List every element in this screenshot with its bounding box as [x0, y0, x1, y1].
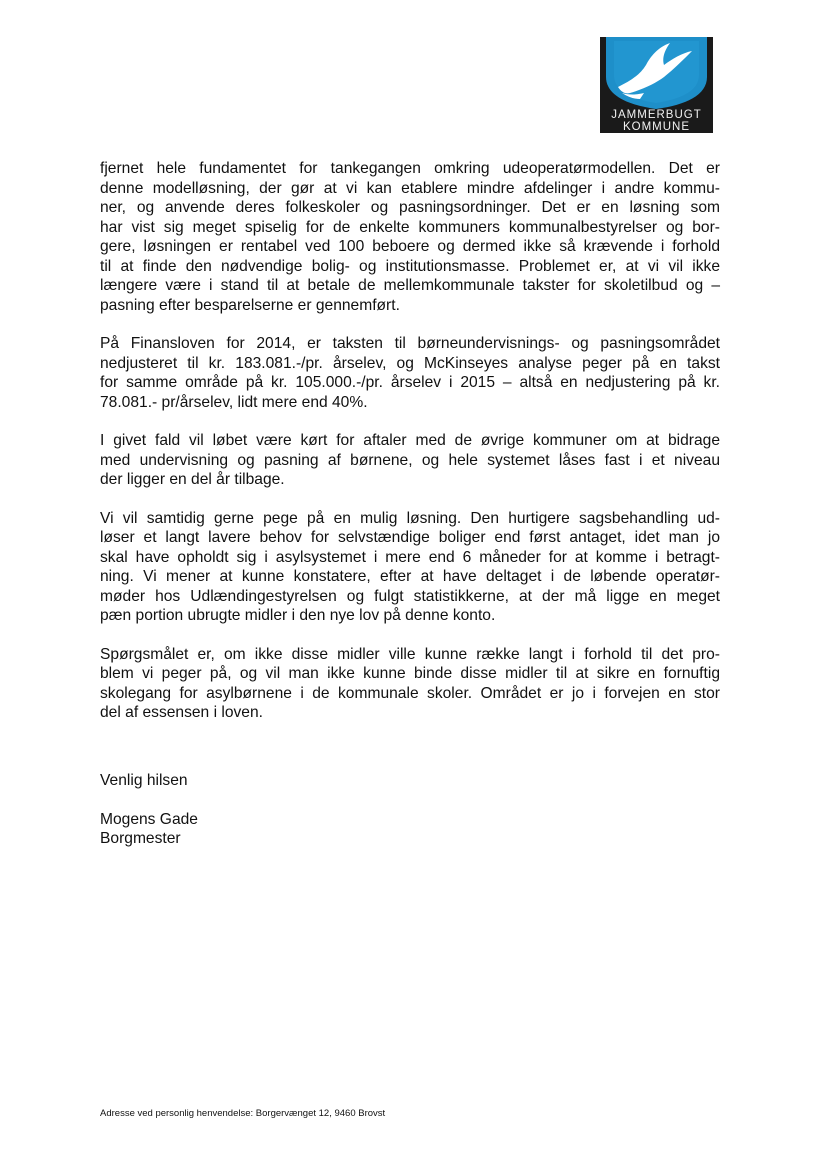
footer-address: Adresse ved personlig henvendelse: Borgervænget 12, 9460 Brovst	[100, 1108, 386, 1119]
text-line: I givet fald vil løbet være kørt for aftaler med de øvrige kommuner om at bidrage	[100, 432, 720, 449]
text-line: pæn portion ubrugte midler i den nye lov på denne konto.	[100, 607, 496, 624]
text-line: blem vi peger på, og vil man ikke kunne binde disse midler til at sikre en fornuftig	[100, 665, 720, 682]
text-line: længere være i stand til at betale de mellemkommunale takster for skoletilbud og –	[100, 277, 720, 294]
text-line: På Finansloven for 2014, er taksten til børneundervisnings- og pasningsområdet	[100, 335, 720, 352]
paragraph	[100, 334, 720, 412]
text-line: møder hos Udlændingestyrelsen og fulgt statistikkerne, at der må ligge en meget	[100, 587, 720, 605]
text-line: 78.081.- pr/årselev, lidt mere end 40%.	[100, 393, 368, 411]
letter-body	[100, 159, 720, 742]
jammerbugt-kommune-logo	[600, 37, 713, 133]
text-line: ner, og anvende deres folkeskoler og pasningsordninger. Det er en løsning som	[100, 199, 720, 216]
text-line: nedjusteret til kr. 183.081.-/pr. årselev, og McKinseyes analyse peger på en takst	[100, 354, 720, 372]
text-line: Vi vil samtidig gerne pege på en mulig løsning. Den hurtigere sagsbehandling ud-	[100, 509, 720, 527]
text-line: for samme område på kr. 105.000.-/pr. årselev i 2015 – altså en nedjustering på kr.	[100, 374, 720, 391]
closing-greeting: Venlig hilsen	[100, 772, 188, 789]
text-line: fjernet hele fundamentet for tankegangen omkring udeoperatørmodellen. Det er	[100, 160, 720, 177]
text-line: pasning efter besparelserne er gennemført.	[100, 296, 400, 314]
text-line: med undervisning og pasning af børnene, og hele systemet låses fast i et niveau	[100, 451, 720, 469]
text-line: gere, løsningen er rentabel ved 100 beboere og dermed ikke så krævende i forhold	[100, 238, 720, 255]
letter-closing	[100, 771, 198, 849]
logo-text-line1: JAMMERBUGT	[611, 109, 702, 121]
signer-title: Borgmester	[100, 830, 181, 847]
text-line: skal have opholdt sig i asylsystemet i mere end 6 måneder for at komme i betragt-	[100, 548, 720, 566]
text-line: denne modelløsning, der gør at vi kan etablere mindre afdelinger i andre kommu-	[100, 179, 720, 197]
paragraph	[100, 645, 720, 723]
text-line: løser et langt lavere behov for selvstændige boliger end først antaget, idet man jo	[100, 529, 720, 546]
text-line: del af essensen i loven.	[100, 704, 263, 721]
paragraph	[100, 159, 720, 315]
text-line: skolegang for asylbørnene i de kommunale skoler. Området er jo i forvejen en stor	[100, 684, 720, 702]
signer-name: Mogens Gade	[100, 810, 198, 828]
text-line: der ligger en del år tilbage.	[100, 471, 285, 488]
text-line: Spørgsmålet er, om ikke disse midler ville kunne række langt i forhold til det pro-	[100, 645, 720, 663]
text-line: til at finde den nødvendige bolig- og institutionsmasse. Problemet er, at vi vil ikke	[100, 257, 720, 275]
text-line: ning. Vi mener at kunne konstatere, efter at have deltaget i de løbende operatør-	[100, 568, 720, 585]
paragraph	[100, 431, 720, 490]
logo-text-line2: KOMMUNE	[622, 121, 691, 133]
text-line: har vist sig meget spiselig for de enkelte kommuners kommunalbestyrelser og bor-	[100, 218, 720, 236]
paragraph	[100, 509, 720, 626]
